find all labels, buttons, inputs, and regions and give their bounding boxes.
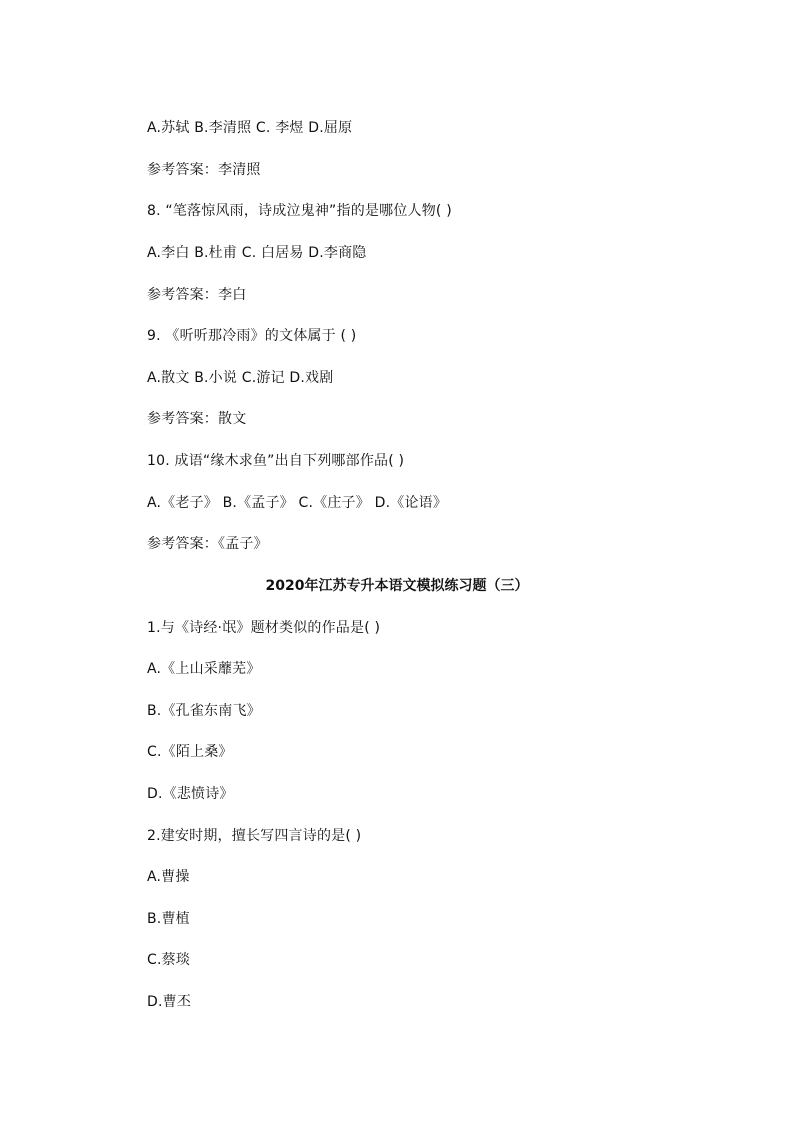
section-title: 2020年江苏专升本语文模拟练习题（三）: [265, 578, 529, 594]
s3-q2-option-b: B.曹植: [147, 911, 190, 927]
q8-options: A.李白 B.杜甫 C. 白居易 D.李商隐: [147, 245, 367, 261]
s3-q1-question: 1.与《诗经·氓》题材类似的作品是( ): [147, 620, 381, 636]
s3-q2-option-a: A.曹操: [147, 869, 190, 885]
s3-q2-option-d: D.曹丕: [147, 994, 192, 1010]
q9-answer: 参考答案：散文: [147, 411, 247, 427]
s3-q1-option-c: C.《陌上桑》: [147, 744, 233, 760]
q8-answer: 参考答案：李白: [147, 287, 247, 303]
q10-question: 10. 成语“缘木求鱼”出自下列哪部作品( ): [147, 453, 405, 469]
q7-answer: 参考答案：李清照: [147, 162, 261, 178]
s3-q1-option-b: B.《孔雀东南飞》: [147, 703, 261, 719]
s3-q1-option-a: A.《上山采蘼芜》: [147, 661, 261, 677]
q7-options: A.苏轼 B.李清照 C. 李煜 D.屈原: [147, 120, 353, 136]
s3-q2-question: 2.建安时期，擅长写四言诗的是( ): [147, 828, 362, 844]
q9-options: A.散文 B.小说 C.游记 D.戏剧: [147, 370, 334, 386]
q9-question: 9. 《听听那冷雨》的文体属于 ( ): [147, 328, 357, 344]
q10-options: A.《老子》 B.《孟子》 C.《庄子》 D.《论语》: [147, 495, 448, 511]
s3-q2-option-c: C.蔡琰: [147, 952, 191, 968]
s3-q1-option-d: D.《悲愤诗》: [147, 786, 234, 802]
q10-answer: 参考答案：《孟子》: [147, 536, 268, 552]
q8-question: 8. “笔落惊风雨，诗成泣鬼神”指的是哪位人物( ): [147, 203, 452, 219]
